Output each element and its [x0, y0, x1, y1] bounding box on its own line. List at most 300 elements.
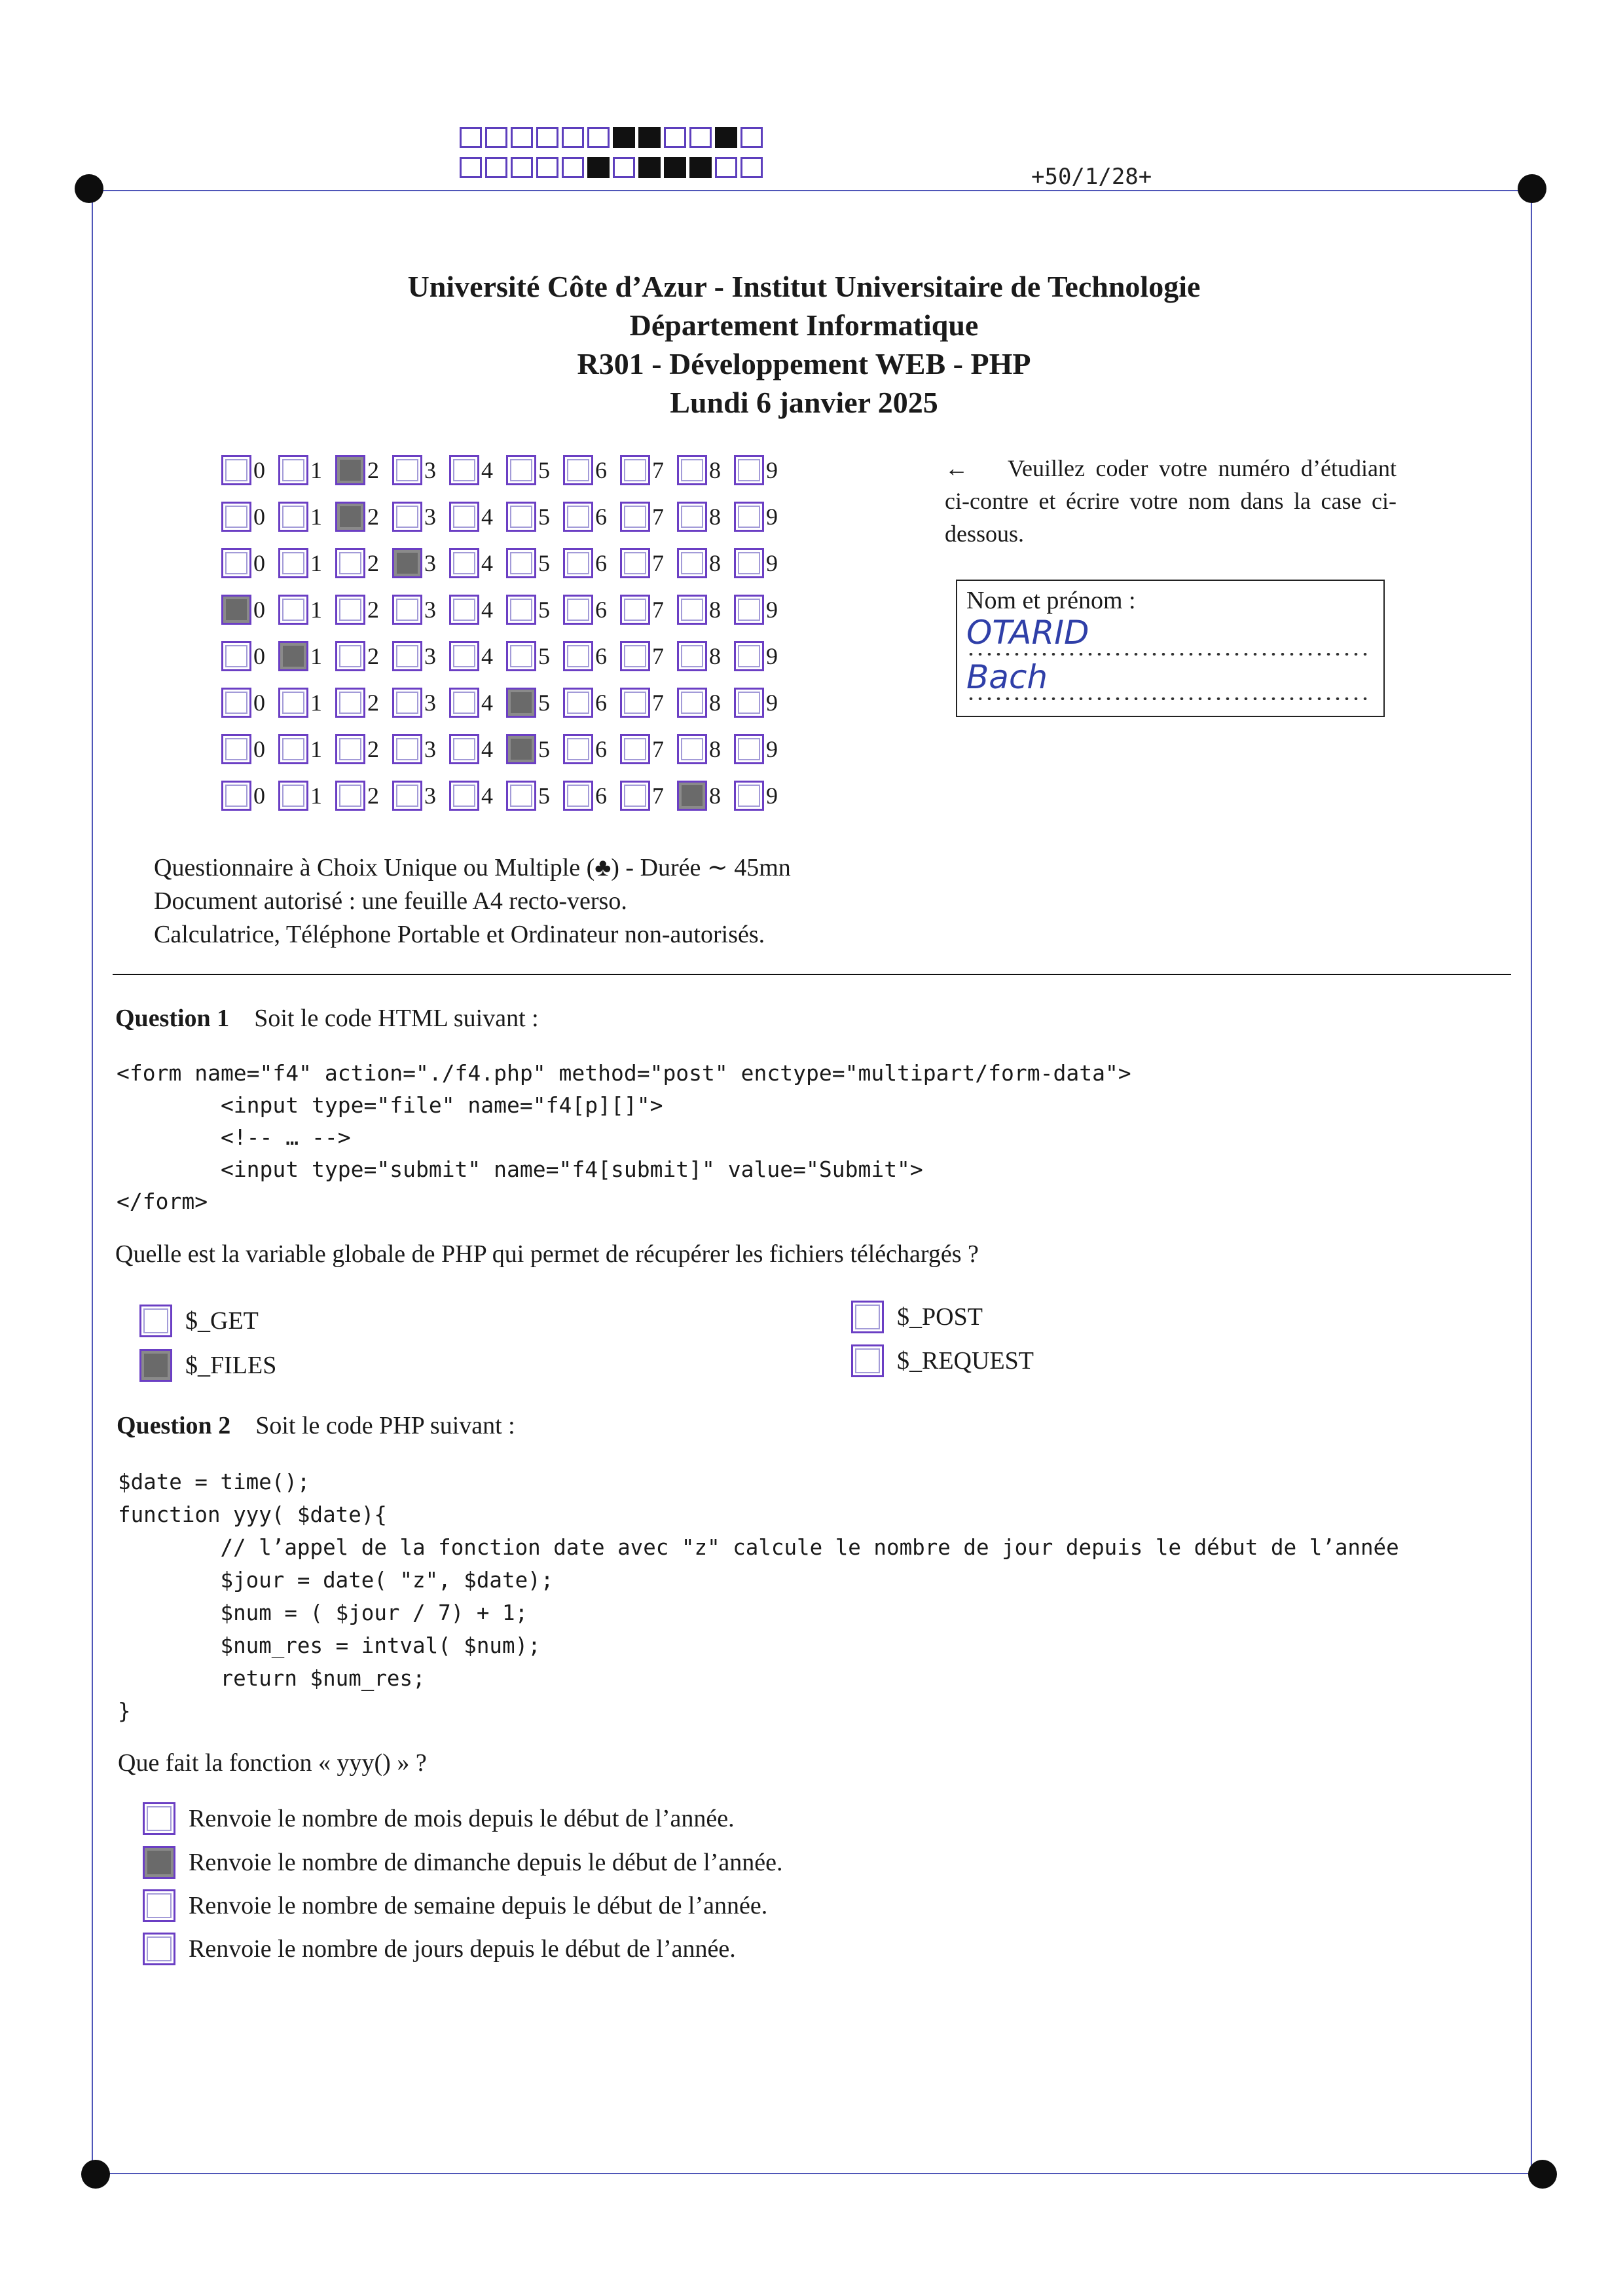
digit-checkbox[interactable] [278, 455, 308, 485]
digit-label: 0 [253, 550, 265, 576]
digit-option[interactable] [734, 734, 783, 764]
digit-checkbox[interactable] [506, 688, 536, 718]
barcode-cell [460, 157, 482, 178]
exam-meta-line-2: Document autorisé : une feuille A4 recto-verso. [154, 887, 627, 915]
digit-option[interactable] [449, 548, 498, 578]
barcode-cell [511, 127, 533, 148]
digit-checkbox[interactable] [449, 641, 479, 671]
exam-meta-line-3: Calculatrice, Téléphone Portable et Ordinateur non-autorisés. [154, 921, 765, 948]
digit-label: 0 [253, 504, 265, 530]
digit-label: 0 [253, 597, 265, 623]
digit-checkbox[interactable] [335, 781, 365, 811]
digit-option[interactable] [620, 781, 669, 811]
digit-label: 5 [538, 550, 550, 576]
digit-checkbox[interactable] [734, 502, 764, 532]
instructions-text: Veuillez coder votre numéro d’étudiant ci-contre et écrire votre nom dans la case ci-dessous. [945, 455, 1397, 547]
question-1-code: <form name="f4" action="./f4.php" method="post" enctype="multipart/form-data"> <input type="file" name="f4[p][]"> <!-- … --> <input type="submit" name="f4[submit]" value="Submit"> </form> [117, 1060, 1131, 1214]
digit-label: 3 [424, 550, 436, 576]
digit-option[interactable] [677, 781, 726, 811]
corner-mark-top-right [1518, 174, 1546, 203]
digit-checkbox[interactable] [734, 734, 764, 764]
barcode-cell [511, 157, 533, 178]
question-2-code: $date = time(); function yyy( $date){ // l’appel de la fonction date avec "z" calcule le nombre de jour depuis le début de l’année $jour = date( "z", $date); $num = ( $jour / 7) + 1; $num_res = intval( $num); return $num_res; } [118, 1470, 1399, 1724]
checkbox-q2-weeks[interactable] [143, 1889, 175, 1922]
instructions [945, 452, 1397, 550]
digit-label: 0 [253, 457, 265, 483]
digit-label: 2 [367, 597, 379, 623]
digit-checkbox[interactable] [563, 641, 593, 671]
digit-label: 9 [766, 597, 778, 623]
digit-checkbox[interactable] [677, 734, 707, 764]
digit-label: 9 [766, 736, 778, 762]
digit-label: 4 [481, 736, 493, 762]
digit-option[interactable] [563, 734, 612, 764]
digit-label: 6 [595, 736, 607, 762]
digit-option[interactable] [278, 595, 327, 625]
barcode-cell [715, 157, 737, 178]
digit-checkbox[interactable] [449, 455, 479, 485]
digit-label: 2 [367, 690, 379, 716]
digit-option[interactable] [278, 688, 327, 718]
corner-mark-bottom-left [81, 2160, 110, 2189]
answer-q2-months-label: Renvoie le nombre de mois depuis le début de l’année. [189, 1805, 735, 1832]
answer-q2-weeks-label: Renvoie le nombre de semaine depuis le début de l’année. [189, 1892, 768, 1919]
question-2-prompt: Que fait la fonction « yyy() » ? [118, 1749, 427, 1777]
digit-option[interactable] [563, 688, 612, 718]
checkbox-q2-sundays[interactable] [143, 1846, 175, 1879]
digit-option[interactable] [563, 548, 612, 578]
digit-option[interactable] [392, 548, 441, 578]
digit-label: 7 [652, 643, 664, 669]
digit-option[interactable] [506, 781, 555, 811]
barcode-cell [562, 157, 584, 178]
digit-label: 9 [766, 783, 778, 809]
digit-option[interactable] [449, 595, 498, 625]
digit-checkbox[interactable] [392, 455, 422, 485]
digit-checkbox[interactable] [506, 595, 536, 625]
digit-label: 6 [595, 690, 607, 716]
answer-q1-request-label: $_REQUEST [897, 1347, 1034, 1375]
digit-option[interactable] [335, 734, 384, 764]
digit-option[interactable] [221, 595, 270, 625]
digit-label: 3 [424, 783, 436, 809]
digit-label: 5 [538, 783, 550, 809]
digit-checkbox[interactable] [449, 734, 479, 764]
digit-option[interactable] [278, 781, 327, 811]
barcode-cell [485, 127, 507, 148]
barcode-cell [613, 157, 635, 178]
question-2-intro: Soit le code PHP suivant : [255, 1412, 515, 1439]
digit-label: 2 [367, 736, 379, 762]
digit-option[interactable] [677, 595, 726, 625]
digit-option[interactable] [563, 502, 612, 532]
digit-option[interactable] [392, 455, 441, 485]
digit-checkbox[interactable] [392, 734, 422, 764]
digit-checkbox[interactable] [734, 781, 764, 811]
digit-option[interactable] [278, 502, 327, 532]
digit-option[interactable] [335, 688, 384, 718]
digit-checkbox[interactable] [278, 734, 308, 764]
digit-checkbox[interactable] [221, 595, 251, 625]
digit-label: 7 [652, 457, 664, 483]
digit-checkbox[interactable] [392, 781, 422, 811]
answer-q1-post-label: $_POST [897, 1303, 983, 1331]
barcode-cell [638, 157, 661, 178]
digit-checkbox[interactable] [506, 502, 536, 532]
digit-checkbox[interactable] [620, 641, 650, 671]
digit-option[interactable] [677, 641, 726, 671]
digit-checkbox[interactable] [221, 455, 251, 485]
digit-option[interactable] [335, 455, 384, 485]
digit-option[interactable] [506, 595, 555, 625]
student-number-row [221, 452, 791, 489]
digit-label: 4 [481, 550, 493, 576]
digit-label: 5 [538, 457, 550, 483]
digit-option[interactable] [563, 595, 612, 625]
answer-q1-get-label: $_GET [185, 1307, 259, 1335]
digit-checkbox[interactable] [620, 595, 650, 625]
digit-option[interactable] [620, 641, 669, 671]
digit-checkbox[interactable] [449, 781, 479, 811]
digit-label: 6 [595, 597, 607, 623]
digit-option[interactable] [506, 641, 555, 671]
digit-option[interactable] [620, 548, 669, 578]
digit-checkbox[interactable] [335, 734, 365, 764]
digit-label: 8 [709, 504, 721, 530]
digit-label: 7 [652, 690, 664, 716]
digit-checkbox[interactable] [335, 455, 365, 485]
digit-label: 4 [481, 783, 493, 809]
digit-option[interactable] [392, 781, 441, 811]
digit-checkbox[interactable] [677, 641, 707, 671]
digit-checkbox[interactable] [677, 595, 707, 625]
corner-mark-top-left [75, 174, 103, 203]
header-department: Département Informatique [629, 308, 979, 342]
digit-label: 5 [538, 597, 550, 623]
exam-meta [154, 851, 791, 952]
digit-label: 7 [652, 783, 664, 809]
name-line-1 [966, 653, 1372, 656]
checkbox-q1-get[interactable] [139, 1305, 172, 1337]
digit-checkbox[interactable] [221, 502, 251, 532]
digit-checkbox[interactable] [449, 548, 479, 578]
digit-label: 4 [481, 504, 493, 530]
digit-checkbox[interactable] [449, 595, 479, 625]
digit-checkbox[interactable] [392, 548, 422, 578]
digit-label: 4 [481, 597, 493, 623]
digit-option[interactable] [449, 688, 498, 718]
digit-label: 1 [310, 550, 322, 576]
digit-option[interactable] [620, 502, 669, 532]
barcode-cell [613, 127, 635, 148]
digit-checkbox[interactable] [449, 688, 479, 718]
digit-checkbox[interactable] [278, 595, 308, 625]
digit-option[interactable] [221, 502, 270, 532]
answer-q1-files[interactable] [139, 1349, 276, 1382]
digit-label: 3 [424, 457, 436, 483]
digit-checkbox[interactable] [335, 502, 365, 532]
barcode-cell [664, 127, 686, 148]
digit-option[interactable] [563, 641, 612, 671]
digit-checkbox[interactable] [563, 595, 593, 625]
digit-option[interactable] [449, 641, 498, 671]
checkbox-q1-files[interactable] [139, 1349, 172, 1382]
digit-label: 0 [253, 690, 265, 716]
digit-label: 0 [253, 643, 265, 669]
digit-option[interactable] [392, 688, 441, 718]
question-2-label: Question 2 [117, 1412, 231, 1439]
digit-label: 7 [652, 504, 664, 530]
digit-label: 5 [538, 736, 550, 762]
digit-option[interactable] [677, 548, 726, 578]
digit-option[interactable] [278, 734, 327, 764]
exam-header [0, 267, 1608, 422]
digit-checkbox[interactable] [278, 502, 308, 532]
question-1-intro: Soit le code HTML suivant : [254, 1005, 539, 1032]
digit-checkbox[interactable] [620, 734, 650, 764]
digit-checkbox[interactable] [677, 455, 707, 485]
question-1-prompt: Quelle est la variable globale de PHP qui permet de récupérer les fichiers téléchargés ? [115, 1240, 979, 1268]
digit-checkbox[interactable] [392, 641, 422, 671]
digit-checkbox[interactable] [335, 641, 365, 671]
digit-option[interactable] [335, 595, 384, 625]
digit-checkbox[interactable] [506, 548, 536, 578]
digit-option[interactable] [506, 502, 555, 532]
corner-mark-bottom-right [1528, 2160, 1557, 2189]
digit-label: 9 [766, 457, 778, 483]
digit-label: 8 [709, 597, 721, 623]
digit-checkbox[interactable] [335, 595, 365, 625]
digit-label: 8 [709, 550, 721, 576]
answer-q1-files-label: $_FILES [185, 1352, 277, 1379]
digit-option[interactable] [221, 455, 270, 485]
question-1-title [115, 1004, 539, 1033]
digit-option[interactable] [449, 502, 498, 532]
answer-q2-days-label: Renvoie le nombre de jours depuis le début de l’année. [189, 1935, 736, 1963]
barcode-cell [562, 127, 584, 148]
digit-label: 7 [652, 597, 664, 623]
digit-option[interactable] [278, 548, 327, 578]
digit-label: 0 [253, 736, 265, 762]
digit-option[interactable] [278, 641, 327, 671]
digit-label: 1 [310, 457, 322, 483]
digit-checkbox[interactable] [392, 688, 422, 718]
digit-option[interactable] [506, 688, 555, 718]
digit-checkbox[interactable] [563, 688, 593, 718]
checkbox-q2-days[interactable] [143, 1933, 175, 1965]
digit-option[interactable] [620, 688, 669, 718]
digit-option[interactable] [734, 548, 783, 578]
digit-option[interactable] [506, 548, 555, 578]
digit-checkbox[interactable] [221, 641, 251, 671]
barcode-row-2 [460, 157, 766, 178]
answer-q2-weeks[interactable] [143, 1889, 767, 1922]
student-number-row [221, 591, 791, 628]
digit-option[interactable] [734, 502, 783, 532]
digit-checkbox[interactable] [392, 502, 422, 532]
handwritten-last-name: OTARID [966, 614, 1089, 652]
checkbox-q1-post[interactable] [851, 1301, 884, 1333]
digit-checkbox[interactable] [221, 548, 251, 578]
digit-checkbox[interactable] [677, 548, 707, 578]
checkbox-q1-request[interactable] [851, 1344, 884, 1377]
digit-label: 5 [538, 643, 550, 669]
digit-option[interactable] [620, 455, 669, 485]
digit-checkbox[interactable] [335, 688, 365, 718]
digit-option[interactable] [506, 455, 555, 485]
digit-checkbox[interactable] [563, 548, 593, 578]
question-1-label: Question 1 [115, 1005, 230, 1032]
digit-checkbox[interactable] [677, 502, 707, 532]
student-number-row [221, 545, 791, 582]
digit-option[interactable] [563, 781, 612, 811]
exam-meta-line-1: Questionnaire à Choix Unique ou Multiple (♣) - Durée ∼ 45mn [154, 854, 791, 881]
digit-checkbox[interactable] [506, 734, 536, 764]
digit-label: 7 [652, 550, 664, 576]
digit-option[interactable] [221, 641, 270, 671]
digit-option[interactable] [734, 641, 783, 671]
barcode-cell [460, 127, 482, 148]
digit-checkbox[interactable] [563, 455, 593, 485]
digit-option[interactable] [449, 455, 498, 485]
digit-option[interactable] [734, 781, 783, 811]
question-2-title [117, 1411, 515, 1440]
digit-checkbox[interactable] [278, 688, 308, 718]
digit-label: 4 [481, 643, 493, 669]
student-number-row [221, 777, 791, 814]
digit-label: 9 [766, 643, 778, 669]
digit-label: 6 [595, 783, 607, 809]
digit-checkbox[interactable] [620, 688, 650, 718]
digit-checkbox[interactable] [392, 595, 422, 625]
header-university: Université Côte d’Azur - Institut Universitaire de Technologie [407, 270, 1201, 303]
barcode-cell [740, 127, 763, 148]
digit-checkbox[interactable] [734, 455, 764, 485]
digit-checkbox[interactable] [278, 548, 308, 578]
digit-option[interactable] [677, 688, 726, 718]
answer-q2-days[interactable] [143, 1933, 736, 1965]
header-course: R301 - Développement WEB - PHP [577, 347, 1031, 380]
barcode-row-1 [460, 127, 766, 148]
digit-option[interactable] [392, 734, 441, 764]
student-number-row [221, 638, 791, 675]
digit-checkbox[interactable] [734, 641, 764, 671]
digit-option[interactable] [392, 502, 441, 532]
barcode-cell [715, 127, 737, 148]
digit-checkbox[interactable] [221, 688, 251, 718]
digit-checkbox[interactable] [506, 455, 536, 485]
digit-checkbox[interactable] [506, 641, 536, 671]
barcode-cell [689, 157, 712, 178]
digit-option[interactable] [734, 455, 783, 485]
digit-checkbox[interactable] [734, 688, 764, 718]
digit-option[interactable] [677, 734, 726, 764]
name-box[interactable] [956, 580, 1385, 717]
digit-option[interactable] [335, 641, 384, 671]
digit-checkbox[interactable] [734, 548, 764, 578]
digit-option[interactable] [677, 502, 726, 532]
answer-q1-post[interactable] [851, 1301, 983, 1333]
digit-option[interactable] [449, 734, 498, 764]
answer-q2-sundays[interactable] [143, 1846, 782, 1879]
digit-label: 2 [367, 783, 379, 809]
digit-label: 9 [766, 550, 778, 576]
sheet-id: +50/1/28+ [1031, 164, 1152, 190]
header-date: Lundi 6 janvier 2025 [670, 386, 938, 419]
digit-checkbox[interactable] [620, 455, 650, 485]
digit-label: 4 [481, 690, 493, 716]
digit-checkbox[interactable] [278, 641, 308, 671]
digit-checkbox[interactable] [278, 781, 308, 811]
digit-label: 8 [709, 457, 721, 483]
answer-q1-get[interactable] [139, 1305, 259, 1337]
digit-checkbox[interactable] [221, 734, 251, 764]
digit-checkbox[interactable] [677, 688, 707, 718]
digit-checkbox[interactable] [449, 502, 479, 532]
digit-option[interactable] [392, 641, 441, 671]
digit-option[interactable] [620, 595, 669, 625]
digit-checkbox[interactable] [734, 595, 764, 625]
digit-checkbox[interactable] [563, 781, 593, 811]
digit-option[interactable] [335, 502, 384, 532]
digit-checkbox[interactable] [563, 734, 593, 764]
digit-label: 7 [652, 736, 664, 762]
digit-option[interactable] [221, 734, 270, 764]
barcode-cell [638, 127, 661, 148]
checkbox-q2-months[interactable] [143, 1802, 175, 1835]
digit-checkbox[interactable] [506, 781, 536, 811]
digit-checkbox[interactable] [620, 781, 650, 811]
digit-checkbox[interactable] [677, 781, 707, 811]
digit-option[interactable] [221, 548, 270, 578]
barcode-cell [485, 157, 507, 178]
barcode-cell [587, 157, 610, 178]
digit-option[interactable] [278, 455, 327, 485]
digit-label: 1 [310, 643, 322, 669]
digit-option[interactable] [335, 781, 384, 811]
digit-option[interactable] [221, 688, 270, 718]
digit-option[interactable] [392, 595, 441, 625]
digit-label: 2 [367, 550, 379, 576]
digit-option[interactable] [677, 455, 726, 485]
digit-checkbox[interactable] [335, 548, 365, 578]
digit-option[interactable] [449, 781, 498, 811]
digit-checkbox[interactable] [221, 781, 251, 811]
digit-label: 8 [709, 736, 721, 762]
digit-label: 6 [595, 457, 607, 483]
digit-label: 8 [709, 783, 721, 809]
digit-option[interactable] [335, 548, 384, 578]
digit-label: 3 [424, 504, 436, 530]
digit-label: 3 [424, 736, 436, 762]
digit-option[interactable] [563, 455, 612, 485]
digit-checkbox[interactable] [620, 502, 650, 532]
digit-label: 2 [367, 643, 379, 669]
digit-option[interactable] [734, 595, 783, 625]
digit-option[interactable] [620, 734, 669, 764]
digit-checkbox[interactable] [620, 548, 650, 578]
digit-checkbox[interactable] [563, 502, 593, 532]
answer-q2-months[interactable] [143, 1802, 735, 1835]
digit-option[interactable] [734, 688, 783, 718]
digit-option[interactable] [221, 781, 270, 811]
section-divider [113, 974, 1511, 975]
answer-q1-request[interactable] [851, 1344, 1034, 1377]
name-line-2 [966, 697, 1372, 700]
answer-q2-sundays-label: Renvoie le nombre de dimanche depuis le début de l’année. [189, 1849, 783, 1876]
left-arrow-icon: ← [945, 455, 968, 481]
digit-option[interactable] [506, 734, 555, 764]
